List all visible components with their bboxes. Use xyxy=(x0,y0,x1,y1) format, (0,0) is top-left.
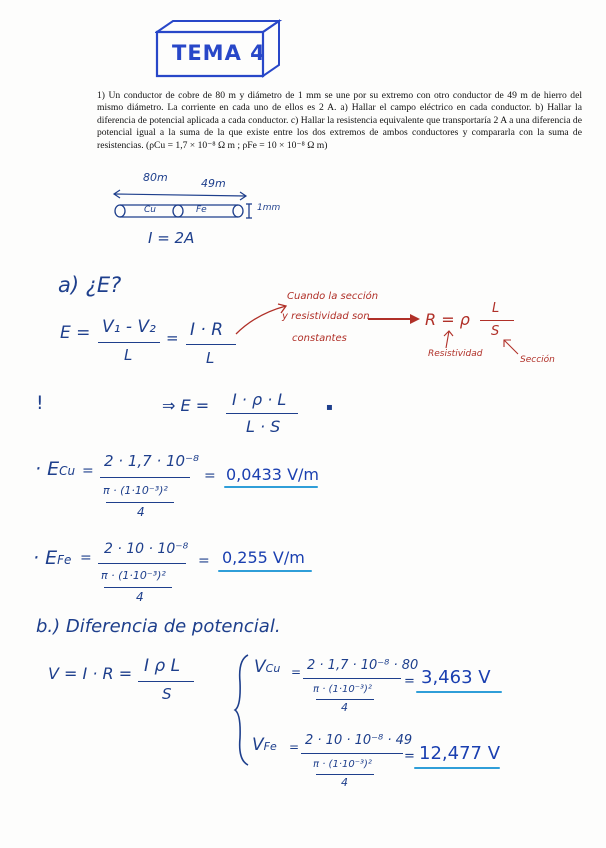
ecu-denominator: π · (1·10⁻³)² xyxy=(103,484,168,497)
v-fraction-bar xyxy=(138,681,194,682)
vcu-result-equals: = xyxy=(404,674,415,689)
efe-subscript: Fe xyxy=(57,553,72,567)
eq2-numerator: I · ρ · L xyxy=(232,390,287,409)
vfe-subscript: Fe xyxy=(263,740,277,753)
efe-denominator: π · (1·10⁻³)² xyxy=(101,569,166,582)
length-fe-label: 49m xyxy=(201,177,226,190)
implies-arrow xyxy=(366,312,422,326)
r-formula-lhs: R = ρ xyxy=(425,310,470,329)
system-brace xyxy=(232,652,252,768)
eq1-denominator: L xyxy=(124,346,133,364)
note-line-3: constantes xyxy=(292,333,347,344)
margin-mark: ▪ xyxy=(326,402,333,413)
eq2-lhs: ⇒ E = xyxy=(162,396,210,415)
eq1-numerator-2: I · R xyxy=(190,320,224,340)
efe-denominator-2: 4 xyxy=(136,590,144,604)
efe-result: 0,255 V/m xyxy=(222,548,305,567)
vcu-equals: = xyxy=(291,665,302,679)
page-title: TEMA 4 xyxy=(172,41,266,65)
efe-fraction-bar xyxy=(98,563,186,564)
seccion-arrow xyxy=(500,336,522,358)
ecu-inner-bar xyxy=(106,502,174,503)
vfe-numerator: 2 · 10 · 10⁻⁸ · 49 xyxy=(305,733,413,748)
efe-result-equals: = xyxy=(198,553,210,569)
part-a-heading: a) ¿E? xyxy=(58,273,122,297)
cu-label: Cu xyxy=(144,205,156,215)
length-cu-label: 80m xyxy=(143,171,168,184)
vcu-inner-bar xyxy=(316,699,374,700)
vcu-symbol: V xyxy=(254,657,266,677)
vfe-fraction-bar xyxy=(301,753,403,754)
vcu-result: 3,463 V xyxy=(421,667,491,688)
ecu-symbol: · E xyxy=(35,458,60,480)
efe-result-underline xyxy=(218,570,312,572)
vcu-denominator-2: 4 xyxy=(341,701,348,714)
v-denominator: S xyxy=(162,685,172,703)
efe-symbol: · E xyxy=(33,547,58,569)
v-lhs: V = I · R = xyxy=(48,664,133,683)
vcu-fraction-bar xyxy=(303,678,401,679)
resistividad-arrow xyxy=(440,328,456,350)
ecu-result: 0,0433 V/m xyxy=(226,465,319,484)
eq1-numerator: V₁ - V₂ xyxy=(102,317,156,337)
vfe-result: 12,477 V xyxy=(419,743,501,764)
efe-lhs xyxy=(33,547,71,569)
efe-equals: = xyxy=(80,550,92,566)
note-line-1: Cuando la sección xyxy=(287,291,379,302)
vfe-denominator: π · (1·10⁻³)² xyxy=(313,759,372,770)
resistividad-label: Resistividad xyxy=(428,349,483,359)
eq2-fraction-bar xyxy=(226,413,298,414)
problem-statement: 1) Un conductor de cobre de 80 m y diámetro de 1 mm se une por su extremo con otro conductor de 49 m de hierro del mismo diámetro. La corriente en cada uno de ellos es 2 A. a) Hallar el campo eléctrico en cada conductor. b) Hallar la diferencia de potencial aplicada a cada conductor. c) Hallar la resistencia equivalente que transportaría 2 A a una diferencia de potencial igual a la suma de la que existe entre los dos extremos de ambos conductores y compararla con la suma de resistencias. (ρCu = 1,7 × 10⁻⁸ Ω m ; ρFe = 10 × 10⁻⁸ Ω m) xyxy=(97,90,582,151)
eq1-denominator-2: L xyxy=(206,349,215,367)
ecu-numerator: 2 · 1,7 · 10⁻⁸ xyxy=(104,452,200,470)
eq1-equals: = xyxy=(166,329,179,347)
vfe-inner-bar xyxy=(316,774,374,775)
vfe-result-equals: = xyxy=(404,749,415,764)
r-fraction-bar xyxy=(480,320,514,321)
note-line-2: y resistividad son xyxy=(282,311,370,322)
vfe-denominator-2: 4 xyxy=(341,776,348,789)
efe-inner-bar xyxy=(104,587,172,588)
ecu-denominator-2: 4 xyxy=(137,505,145,519)
exclamation-mark: ! xyxy=(36,392,44,414)
vfe-equals: = xyxy=(289,740,300,754)
vfe-lhs xyxy=(252,735,277,755)
vfe-result-underline xyxy=(414,767,500,769)
ecu-subscript: Cu xyxy=(59,464,76,478)
seccion-label: Sección xyxy=(520,355,555,365)
r-formula-numerator: L xyxy=(492,301,500,316)
diameter-label: 1mm xyxy=(257,203,281,213)
vcu-lhs xyxy=(254,657,280,677)
ecu-equals: = xyxy=(82,463,94,479)
ecu-lhs xyxy=(35,458,75,480)
v-numerator: I ρ L xyxy=(144,656,181,676)
fe-label: Fe xyxy=(196,205,207,215)
eq2-denominator: L · S xyxy=(246,417,281,436)
ecu-result-underline xyxy=(224,486,318,488)
part-b-heading: b.) Diferencia de potencial. xyxy=(36,616,281,637)
vcu-numerator: 2 · 1,7 · 10⁻⁸ · 80 xyxy=(307,658,419,673)
ecu-fraction-bar xyxy=(100,477,190,478)
vcu-subscript: Cu xyxy=(265,662,281,675)
eq1-fraction-bar xyxy=(98,342,160,343)
efe-numerator: 2 · 10 · 10⁻⁸ xyxy=(104,541,189,557)
vcu-denominator: π · (1·10⁻³)² xyxy=(313,684,372,695)
eq1-fraction-bar-2 xyxy=(186,344,236,345)
vfe-symbol: V xyxy=(252,735,264,755)
eq1-lhs: E = xyxy=(60,323,91,343)
r-formula-denominator: S xyxy=(491,324,500,339)
current-label: I = 2A xyxy=(148,229,195,247)
conductor-diagram xyxy=(108,180,258,220)
ecu-result-equals: = xyxy=(204,468,216,484)
vcu-result-underline xyxy=(416,691,502,693)
